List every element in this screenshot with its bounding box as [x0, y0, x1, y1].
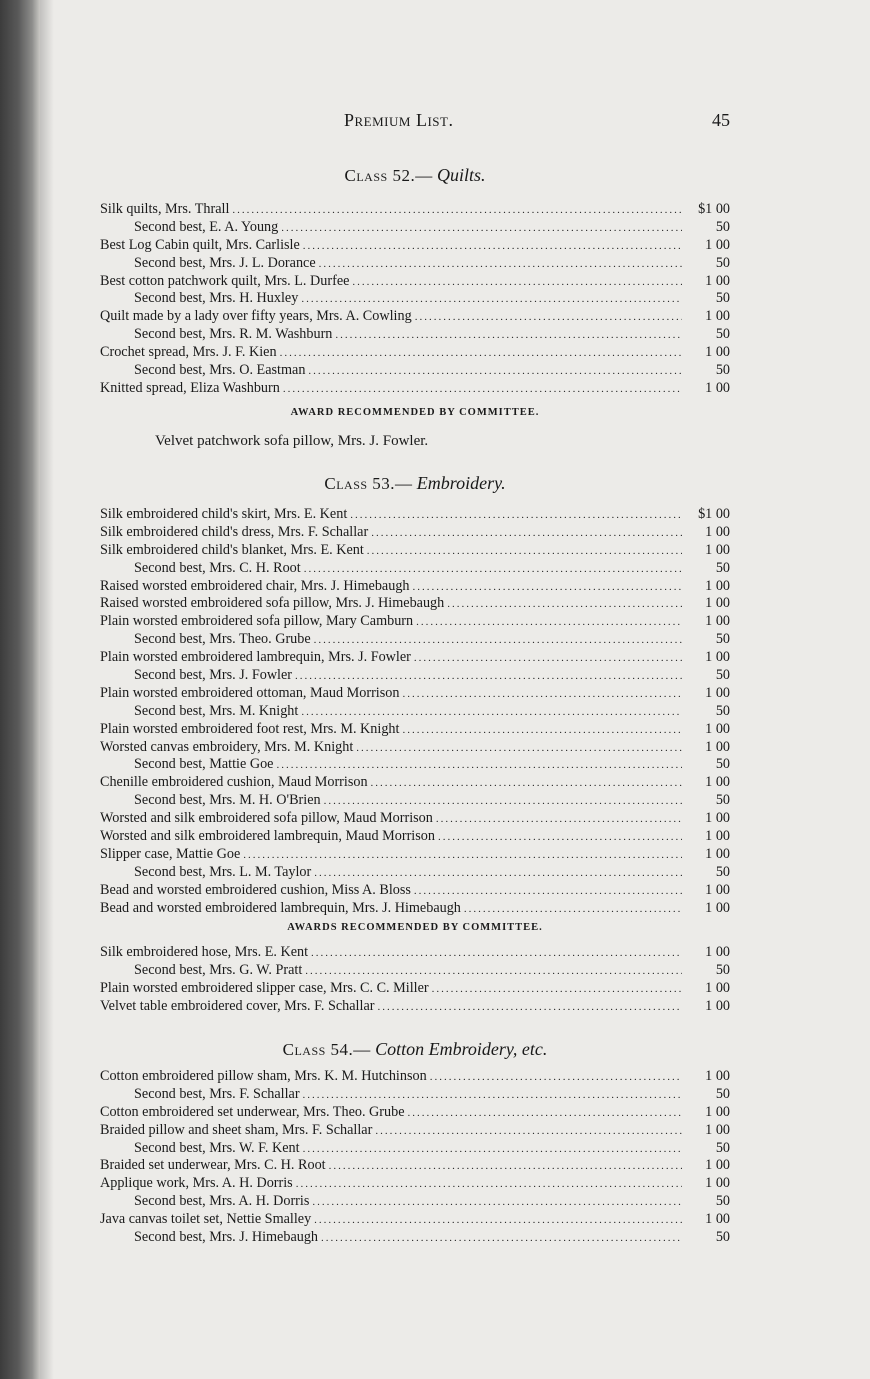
class-54-list	[100, 1068, 730, 1247]
book-spine	[0, 0, 40, 1379]
list-item: Silk quilts, Mrs. Thrall ..... $1 00	[100, 201, 730, 219]
list-item: Second best, Mrs. M. Knight ..... 50	[100, 703, 730, 721]
spine-shadow	[40, 0, 54, 1379]
class-53-award-heading: AWARDS RECOMMENDED BY COMMITTEE.	[287, 922, 543, 933]
list-item: Quilt made by a lady over fifty years, Mrs. A. Cowling ..... 1 00	[100, 308, 730, 326]
list-item: Second best, Mrs. A. H. Dorris ..... 50	[100, 1193, 730, 1211]
running-title: Premium List.	[344, 110, 454, 130]
class-53-title: Class 53.—	[324, 474, 413, 493]
list-item: Plain worsted embroidered lambrequin, Mrs. J. Fowler ..... 1 00	[100, 649, 730, 667]
list-item: Second best, E. A. Young ..... 50	[100, 219, 730, 237]
list-item: Java canvas toilet set, Nettie Smalley ..... 1 00	[100, 1211, 730, 1229]
list-item: Knitted spread, Eliza Washburn ..... 1 00	[100, 380, 730, 398]
class-52-award-text: Velvet patchwork sofa pillow, Mrs. J. Fowler.	[155, 433, 429, 449]
class-53-list	[100, 506, 730, 917]
list-item: Worsted and silk embroidered lambrequin, Maud Morrison ..... 1 00	[100, 828, 730, 846]
list-item: Bead and worsted embroidered lambrequin, Mrs. J. Himebaugh ..... 1 00	[100, 900, 730, 918]
page-number: 45	[712, 110, 730, 130]
list-item: Silk embroidered child's blanket, Mrs. E. Kent ..... 1 00	[100, 542, 730, 560]
class-53-heading	[100, 472, 730, 494]
class-52-list	[100, 201, 730, 398]
list-item: Velvet table embroidered cover, Mrs. F. Schallar ..... 1 00	[100, 998, 730, 1016]
list-item: Silk embroidered child's skirt, Mrs. E. Kent ..... $1 00	[100, 506, 730, 524]
list-item: Silk embroidered hose, Mrs. E. Kent ..... 1 00	[100, 944, 730, 962]
list-item: Raised worsted embroidered chair, Mrs. J. Himebaugh ..... 1 00	[100, 578, 730, 596]
page-header	[100, 110, 730, 134]
list-item: Braided set underwear, Mrs. C. H. Root ..... 1 00	[100, 1157, 730, 1175]
list-item: Chenille embroidered cushion, Maud Morrison ..... 1 00	[100, 774, 730, 792]
class-52-heading	[100, 164, 730, 186]
list-item: Cotton embroidered pillow sham, Mrs. K. M. Hutchinson ..... 1 00	[100, 1068, 730, 1086]
list-item: Plain worsted embroidered slipper case, Mrs. C. C. Miller ..... 1 00	[100, 980, 730, 998]
list-item: Second best, Mrs. G. W. Pratt ..... 50	[100, 962, 730, 980]
list-item: Second best, Mrs. W. F. Kent ..... 50	[100, 1140, 730, 1158]
list-item: Plain worsted embroidered foot rest, Mrs. M. Knight ..... 1 00	[100, 721, 730, 739]
list-item: Worsted and silk embroidered sofa pillow, Maud Morrison ..... 1 00	[100, 810, 730, 828]
list-item: Plain worsted embroidered sofa pillow, Mary Camburn ..... 1 00	[100, 613, 730, 631]
class-54-heading	[100, 1038, 730, 1060]
class-53-subject: Embroidery.	[416, 473, 506, 493]
list-item: Second best, Mrs. R. M. Washburn ..... 50	[100, 326, 730, 344]
list-item: Second best, Mrs. H. Huxley ..... 50	[100, 290, 730, 308]
list-item: Second best, Mrs. F. Schallar ..... 50	[100, 1086, 730, 1104]
class-54-subject: Cotton Embroidery, etc.	[375, 1039, 548, 1059]
list-item: Braided pillow and sheet sham, Mrs. F. Schallar ..... 1 00	[100, 1122, 730, 1140]
list-item: Applique work, Mrs. A. H. Dorris ..... 1 00	[100, 1175, 730, 1193]
list-item: Second best, Mrs. M. H. O'Brien ..... 50	[100, 792, 730, 810]
class-54-title: Class 54.—	[282, 1040, 371, 1059]
list-item: Second best, Mrs. O. Eastman ..... 50	[100, 362, 730, 380]
class-52-award-heading: AWARD RECOMMENDED BY COMMITTEE.	[290, 407, 540, 418]
list-item: Second best, Mrs. J. L. Dorance ..... 50	[100, 255, 730, 273]
list-item: Second best, Mrs. J. Fowler ..... 50	[100, 667, 730, 685]
list-item: Second best, Mrs. J. Himebaugh ..... 50	[100, 1229, 730, 1247]
list-item: Second best, Mrs. C. H. Root ..... 50	[100, 560, 730, 578]
list-item: Plain worsted embroidered ottoman, Maud Morrison ..... 1 00	[100, 685, 730, 703]
list-item: Second best, Mattie Goe ..... 50	[100, 756, 730, 774]
class-53-award-list	[100, 944, 730, 1016]
list-item: Cotton embroidered set underwear, Mrs. Theo. Grube ..... 1 00	[100, 1104, 730, 1122]
list-item: Bead and worsted embroidered cushion, Miss A. Bloss ..... 1 00	[100, 882, 730, 900]
list-item: Silk embroidered child's dress, Mrs. F. Schallar ..... 1 00	[100, 524, 730, 542]
list-item: Raised worsted embroidered sofa pillow, Mrs. J. Himebaugh ..... 1 00	[100, 595, 730, 613]
list-item: Best cotton patchwork quilt, Mrs. L. Durfee ..... 1 00	[100, 273, 730, 291]
class-52-subject: Quilts.	[436, 165, 486, 185]
list-item: Best Log Cabin quilt, Mrs. Carlisle ..... 1 00	[100, 237, 730, 255]
list-item: Second best, Mrs. Theo. Grube ..... 50	[100, 631, 730, 649]
class-52-title: Class 52.—	[344, 166, 433, 185]
list-item: Slipper case, Mattie Goe ..... 1 00	[100, 846, 730, 864]
list-item: Second best, Mrs. L. M. Taylor ..... 50	[100, 864, 730, 882]
list-item: Worsted canvas embroidery, Mrs. M. Knight ..... 1 00	[100, 739, 730, 757]
list-item: Crochet spread, Mrs. J. F. Kien ..... 1 00	[100, 344, 730, 362]
